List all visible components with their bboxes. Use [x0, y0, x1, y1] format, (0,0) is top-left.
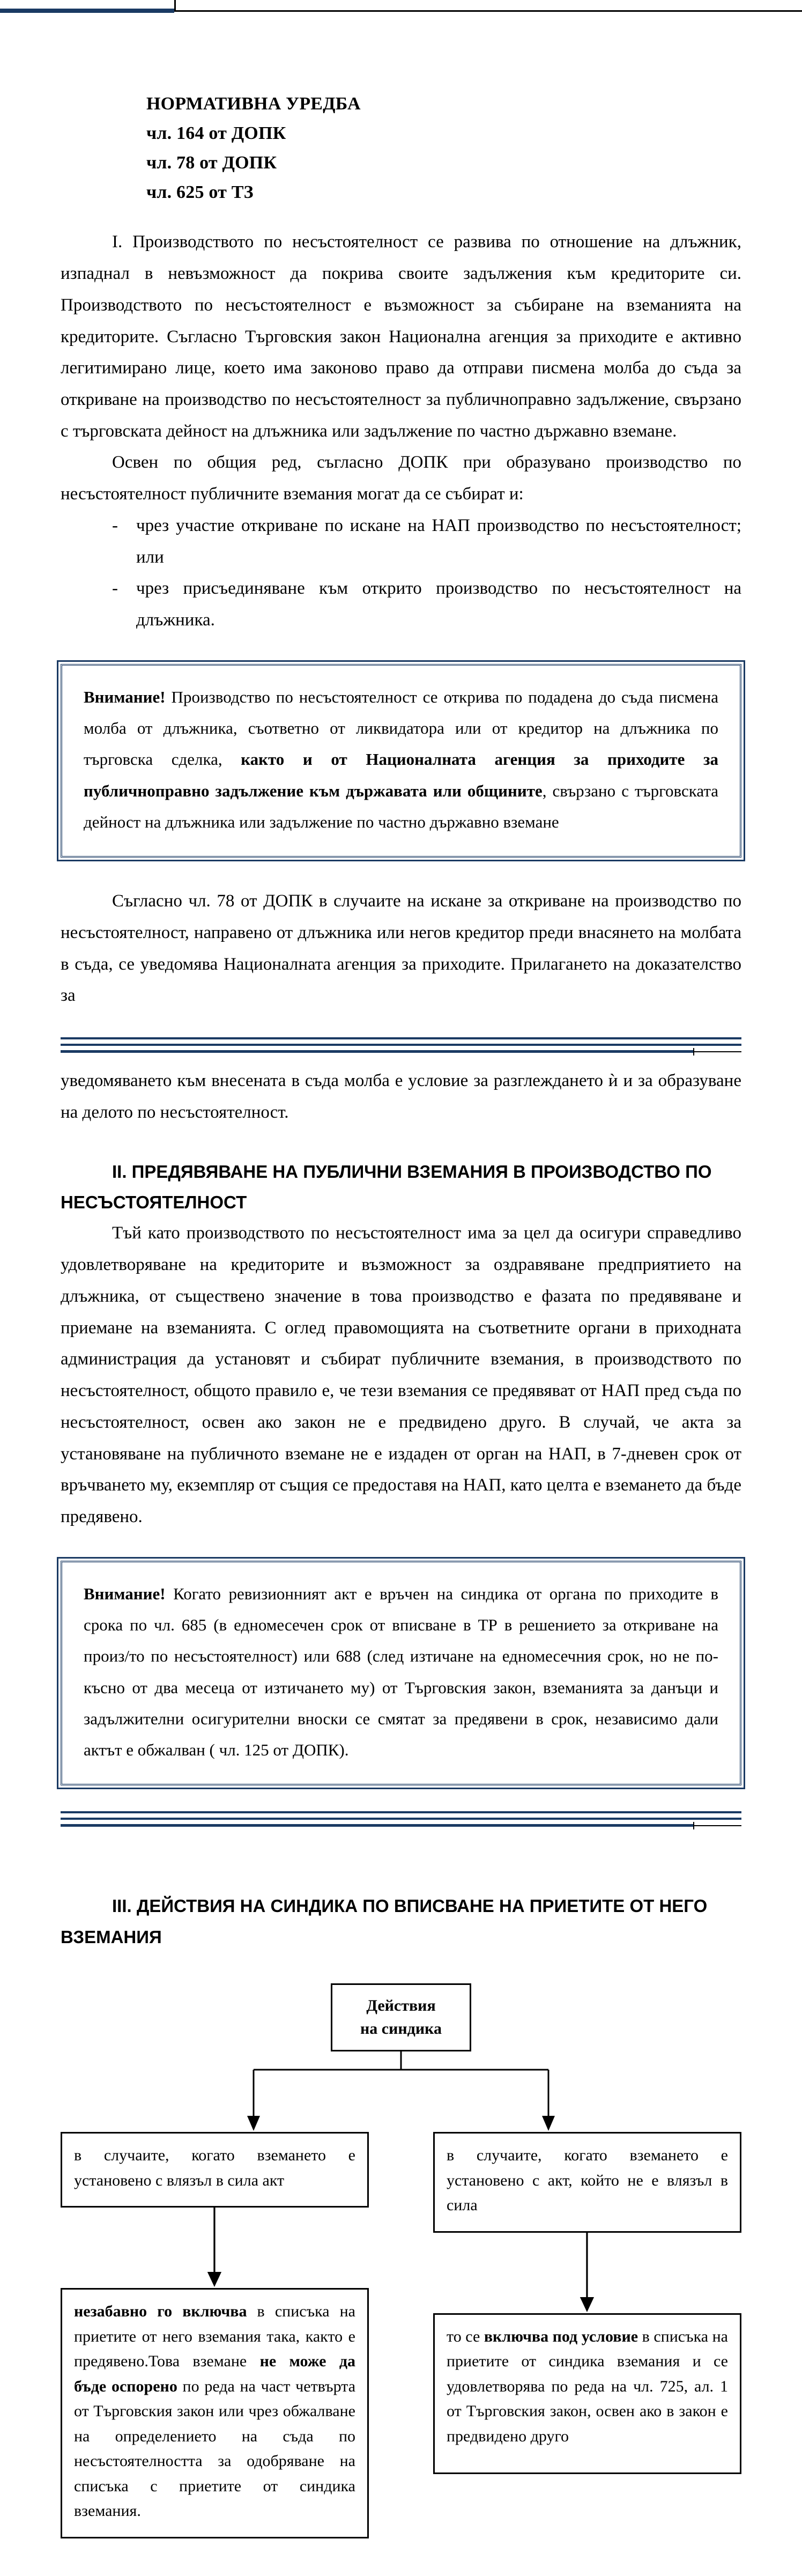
section-heading-2-line-1: II. ПРЕДЯВЯВАНЕ НА ПУБЛИЧНИ ВЗЕМАНИЯ В ПРОИЗВОДСТВО ПО — [112, 1161, 712, 1182]
list-item — [112, 573, 741, 636]
page-break-line-2 — [61, 1818, 741, 1820]
page-break-line-3 — [61, 1050, 693, 1053]
attention-text-before-bold: Производство по несъстоятелност се открива по подадена до съда писмена молба от длъжника, съответно от ликвидатора или от кредитор на длъжника по търговска сделка, — [84, 687, 718, 769]
flowchart-root-line-1: Действия — [366, 1997, 436, 2015]
outcome-left-emphasis-2: не може да бъде оспорено — [74, 2352, 355, 2395]
collection-methods-list — [61, 510, 741, 636]
section-heading-2 — [61, 1156, 741, 1218]
flowchart-branch-right — [433, 2132, 741, 2538]
flowchart-arrow-left — [61, 2208, 369, 2288]
normative-heading-block — [61, 89, 741, 207]
paragraph-continued-notification: уведомяването към внесената в съда молба е условие за разглеждането ѝ и за образуване на делото по несъстоятелност. — [61, 1071, 741, 1122]
list-item-label: чрез участие откриване по искане на НАП производство по несъстоятелност; или — [136, 515, 741, 567]
page-break-line-1 — [61, 1811, 741, 1813]
paragraph-section-2-body: Тъй като производството по несъстоятелност има за цел да осигури справедливо удовлетворяване на кредиторите и възможност за оздравяване предприятието на длъжника, от съществено значение в това производство е фазата по предявяване и приемане на вземанията. С оглед правомощията на съответните органи в приходната администрация да установят и събират публичните вземания, в производството по несъстоятелност, общото правило е, че тези вземания се предявяват от НАП пред съда по несъстоятелност, освен ако закон не е предвидено друго. В случай, че акта за установяване на публичното вземане не е издаден от орган на НАП, в 7-дневен срок от връчването му, екземпляр от същия се предоставя на НАП, като целта е вземането да бъде предявено. — [61, 1223, 741, 1527]
attention-text-after-bold: , свързано с търговската дейност на длъжника или задължение по частно държавно вземане — [84, 781, 719, 831]
flowchart-bottom-spacer — [61, 2538, 741, 2560]
flowchart-node-condition-left: в случаите, когато вземането е установено с влязъл в сила акт — [61, 2132, 369, 2208]
flowchart-arrow-right — [433, 2233, 741, 2313]
flowchart-branch-left — [61, 2132, 369, 2538]
flowchart-root-row — [61, 1983, 741, 2051]
list-item-label: чрез присъединяване към открито производство по несъстоятелност на длъжника. — [136, 579, 741, 630]
doc-heading-article-164: чл. 164 от ДОПК — [146, 123, 286, 144]
page-break-line-4 — [693, 1051, 741, 1052]
flowchart-root-line-2: на синдика — [360, 2019, 442, 2038]
bullet-dash-icon: - — [112, 515, 118, 535]
outcome-left-emphasis-1: незабавно го включва — [74, 2302, 247, 2321]
doc-heading-title: НОРМАТИВНА УРЕДБА — [146, 94, 361, 114]
section-heading-2-line-2: НЕСЪСТОЯТЕЛНОСТ — [61, 1192, 247, 1212]
attention-box-1 — [61, 664, 741, 858]
attention-box-2-text — [84, 1578, 718, 1766]
attention-body-text: Когато ревизионният акт е връчен на синдика от органа по приходите в срока по чл. 685 (в едномесечен срок от вписване в ТР в решението за откриване на произ/то по несъстоятелност) или 688 (след изтичане на едномесечния срок, но не по-късно от два месеца от изтичането му) от Търговския закон, вземанията за данъци и задължителни осигурителни вноски се смятат за предявени в срок, независимо дали актът е обжалван ( чл. 125 от ДОПК). — [84, 1584, 718, 1760]
outcome-left-text-2: Това вземане — [148, 2352, 260, 2371]
page-break-separator-2 — [61, 1799, 741, 1839]
attention-box-1-wrapper — [61, 664, 741, 858]
page-break-line-4 — [693, 1825, 741, 1826]
page-top-rule — [0, 0, 802, 14]
top-rule-black-segment — [174, 10, 802, 12]
attention-lead-label: Внимание! — [84, 1584, 166, 1603]
page-break-line-2 — [61, 1044, 741, 1046]
flowchart-branch-row-1 — [61, 2132, 741, 2538]
outcome-right-emphasis-1: включва под условие — [484, 2327, 638, 2345]
attention-box-2-wrapper — [61, 1561, 741, 1786]
attention-box-1-text — [84, 682, 718, 838]
flowchart-node-root — [331, 1983, 471, 2051]
attention-emphasis-text: както и от Националната агенция за приходите за публичноправно задължение към държавата или общините — [84, 750, 718, 800]
flowchart-split-arrows — [61, 2051, 741, 2132]
flowchart-node-outcome-left — [61, 2288, 369, 2538]
top-rule-blue-segment — [0, 9, 174, 13]
paragraph-section-1-general: Освен по общия ред, съгласно ДОПК при образувано производство по несъстоятелност публичните вземания могат да се събират и: — [61, 453, 741, 504]
top-spacer — [61, 14, 741, 89]
flowchart-node-outcome-right — [433, 2313, 741, 2474]
section-heading-3-line-2: ВЗЕМАНИЯ — [61, 1927, 162, 1947]
doc-heading-article-625: чл. 625 от ТЗ — [146, 182, 254, 203]
top-rule-tick — [174, 0, 176, 11]
outcome-left-text-3: по реда на част четвърта от Търговския закон или чрез обжалване на определението на съда по несъстоятелността за одобряване на списъка с приетите от синдика вземания. — [74, 2377, 356, 2520]
outcome-left-text-1: в списъка на приетите от него вземания така, както е предявено. — [74, 2302, 355, 2371]
bullet-dash-icon: - — [112, 579, 118, 599]
list-item — [112, 510, 741, 573]
page-break-line-1 — [61, 1037, 741, 1039]
attention-lead-label: Внимание! — [84, 687, 166, 706]
attention-box-2 — [61, 1561, 741, 1786]
section-heading-3 — [61, 1891, 741, 1952]
page-break-line-3 — [61, 1824, 693, 1827]
section-heading-3-line-1: III. ДЕЙСТВИЯ НА СИНДИКА ПО ВПИСВАНЕ НА ПРИЕТИТЕ ОТ НЕГО — [112, 1896, 708, 1916]
doc-heading-article-78: чл. 78 от ДОПК — [146, 153, 277, 173]
page-break-separator-1 — [61, 1025, 741, 1065]
document-content — [61, 14, 741, 2576]
flowchart-node-condition-right: в случаите, когато вземането е установено с акт, който не е влязъл в сила — [433, 2132, 741, 2233]
paragraph-article-78: Съгласно чл. 78 от ДОПК в случаите на искане за откриване на производство по несъстоятелност, направено от длъжника или негов кредитор преди внасянето на молбата в съда, се уведомява Националната агенция за приходите. Прилагането на доказателство за — [61, 891, 741, 1006]
outcome-right-text-1: то се — [447, 2327, 484, 2345]
syndic-actions-flowchart — [61, 1983, 741, 2576]
paragraph-section-1-intro: I. Производството по несъстоятелност се развива по отношение на длъжник, изпаднал в невъзможност да покрива своите задължения към кредиторите си. Производството по несъстоятелност е възможност за събиране на вземанията на кредиторите. Съгласно Търговския закон Национална агенция за приходите е активно легитимирано лице, което има законово право да отправи писмена молба до съда за откриване на производство по несъстоятелност за публичноправно задължение, свързано с търговската дейност на длъжника или задължение по частно държавно вземане. — [61, 232, 741, 441]
outcome-right-text-2: в списъка на приетите от синдика вземания и се удовлетворява по реда на чл. 725, ал. 1 от Търговския закон, освен ако в закон е предвидено друго — [447, 2327, 728, 2445]
